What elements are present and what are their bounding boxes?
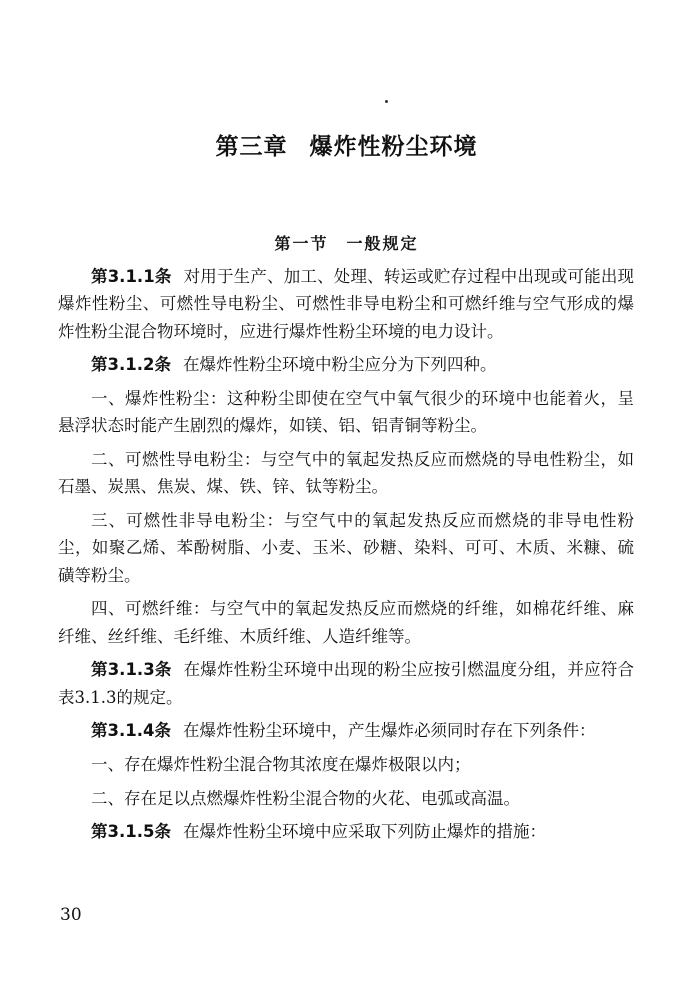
paragraph-text: 二、可燃性导电粉尘：与空气中的氧起发热反应而燃烧的导电性粉尘，如石墨、炭黑、焦炭、煤、铁、锌、钛等粉尘。 — [58, 450, 634, 497]
list-item — [58, 507, 634, 589]
chapter-heading — [0, 128, 693, 161]
paragraph-3-1-4 — [58, 717, 634, 744]
paragraph-text: 二、存在足以点燃爆炸性粉尘混合物的火花、电弧或高温。 — [91, 788, 520, 808]
paragraph-text: 三、可燃性非导电粉尘：与空气中的氧起发热反应而燃烧的非导电性粉尘，如聚乙烯、苯酚树脂、小麦、玉米、砂糖、染料、可可、木质、米糠、硫磺等粉尘。 — [58, 511, 634, 585]
paragraph-3-1-5 — [58, 818, 634, 845]
section-label: 第一节 — [274, 234, 329, 253]
paragraph-text: 一、存在爆炸性粉尘混合物其浓度在爆炸极限以内； — [91, 755, 471, 774]
body-text — [58, 263, 634, 852]
page-number: 30 — [60, 905, 82, 925]
paragraph-3-1-2 — [58, 351, 634, 378]
paragraph-text: 在爆炸性粉尘环境中粉尘应分为下列四种。 — [182, 355, 497, 375]
paragraph-text: 在爆炸性粉尘环境中应采取下列防止爆炸的措施： — [182, 822, 546, 842]
paragraph-text: 在爆炸性粉尘环境中出现的粉尘应按引燃温度分组，并应符合表3.1.3的规定。 — [58, 660, 635, 707]
section-title: 一般规定 — [346, 234, 419, 253]
list-item — [58, 751, 634, 778]
list-item — [58, 385, 634, 440]
chapter-title: 爆炸性粉尘环境 — [309, 134, 478, 160]
article-number: 第3.1.1条 — [91, 267, 172, 286]
article-number: 第3.1.2条 — [91, 355, 171, 375]
paragraph-text: 一、爆炸性粉尘：这种粉尘即使在空气中氧气很少的环境中也能着火，呈悬浮状态时能产生剧烈的爆炸，如镁、铝、铝青铜等粉尘。 — [58, 389, 634, 436]
chapter-label: 第三章 — [215, 134, 288, 160]
article-number: 第3.1.3条 — [91, 660, 172, 680]
paragraph-text: 在爆炸性粉尘环境中，产生爆炸必须同时存在下列条件： — [182, 721, 596, 741]
paragraph-text: 四、可燃纤维：与空气中的氧起发热反应而燃烧的纤维，如棉花纤维、麻纤维、丝纤维、毛纤维、木质纤维、人造纤维等。 — [58, 599, 634, 646]
list-item — [58, 785, 634, 812]
article-number: 第3.1.5条 — [91, 822, 171, 842]
list-item — [58, 446, 634, 501]
paragraph-3-1-3 — [58, 656, 634, 711]
paragraph-text: 对用于生产、加工、处理、转运或贮存过程中出现或可能出现爆炸性粉尘、可燃性导电粉尘、可燃性非导电粉尘和可燃纤维与空气形成的爆炸性粉尘混合物环境时，应进行爆炸性粉尘环境的电力设计。 — [58, 267, 635, 341]
article-number: 第3.1.4条 — [91, 721, 171, 741]
section-heading — [0, 231, 693, 254]
scan-speck — [385, 100, 388, 103]
paragraph-3-1-1 — [58, 263, 634, 345]
list-item — [58, 595, 634, 650]
